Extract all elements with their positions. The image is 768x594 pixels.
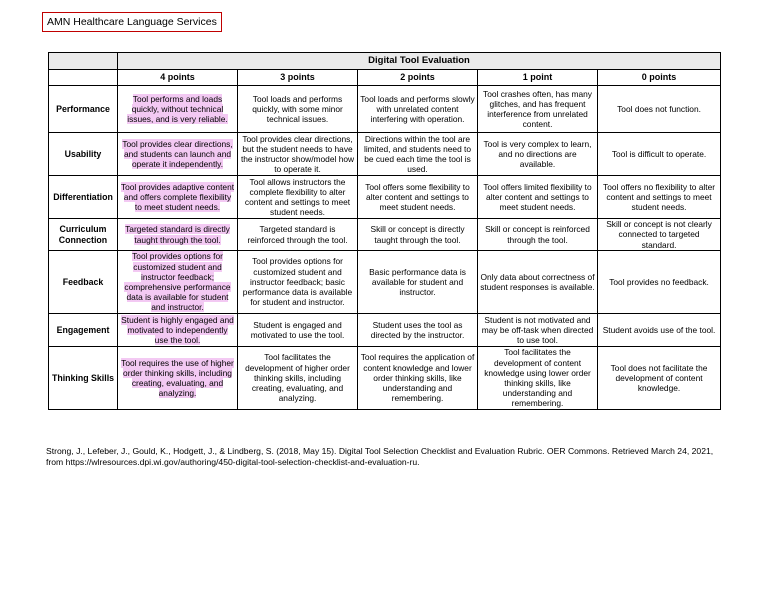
rubric-cell: Only data about correctness of student responses is available. xyxy=(478,251,598,314)
rubric-cell: Directions within the tool are limited, and students need to be cued each time the tool is used. xyxy=(358,133,478,176)
column-header: 1 point xyxy=(478,70,598,86)
highlighted-text: Tool provides options for customized student and instructor feedback; comprehensive performance data is available for student and instructor. xyxy=(124,251,231,313)
rubric-cell xyxy=(118,133,238,176)
rubric-cell xyxy=(118,176,238,219)
rubric-cell: Tool provides clear directions, but the student needs to have the instructor show/model how to operate it. xyxy=(238,133,358,176)
row-label: Engagement xyxy=(49,314,118,347)
rubric-cell: Tool provides no feedback. xyxy=(598,251,721,314)
rubric-cell: Skill or concept is reinforced through the tool. xyxy=(478,219,598,251)
table-row xyxy=(49,251,721,314)
rubric-cell: Basic performance data is available for student and instructor. xyxy=(358,251,478,314)
table-title: Digital Tool Evaluation xyxy=(118,53,721,70)
row-label: Differentiation xyxy=(49,176,118,219)
column-header: 2 points xyxy=(358,70,478,86)
rubric-cell xyxy=(118,251,238,314)
rubric-cell: Tool offers limited flexibility to alter content and settings to meet student needs. xyxy=(478,176,598,219)
corner-cell xyxy=(49,70,118,86)
rubric-cell: Tool facilitates the development of higher order thinking skills, including creating, evaluating, and analyzing. xyxy=(238,347,358,410)
rubric-cell: Tool loads and performs slowly with unrelated content interfering with operation. xyxy=(358,86,478,133)
rubric-cell: Tool facilitates the development of content knowledge using lower order thinking skills, like understanding and remembering. xyxy=(478,347,598,410)
rubric-cell: Tool offers some flexibility to alter content and settings to meet student needs. xyxy=(358,176,478,219)
rubric-cell xyxy=(118,86,238,133)
rubric-cell: Tool does not function. xyxy=(598,86,721,133)
rubric-cell: Tool is very complex to learn, and no directions are available. xyxy=(478,133,598,176)
header-label: AMN Healthcare Language Services xyxy=(42,12,222,32)
rubric-cell: Tool loads and performs quickly, with some minor technical issues. xyxy=(238,86,358,133)
highlighted-text: Tool performs and loads quickly, without technical issues, and is very reliable. xyxy=(127,93,228,125)
highlighted-text: Student is highly engaged and motivated to independently use the tool. xyxy=(121,314,234,346)
rubric-cell: Tool requires the application of content knowledge and lower order thinking skills, like understanding and remembering. xyxy=(358,347,478,410)
rubric-cell: Targeted standard is reinforced through the tool. xyxy=(238,219,358,251)
table-row xyxy=(49,347,721,410)
row-label: Performance xyxy=(49,86,118,133)
rubric-cell: Skill or concept is directly taught through the tool. xyxy=(358,219,478,251)
title-blank-cell xyxy=(49,53,118,70)
rubric-cell: Skill or concept is not clearly connected to targeted standard. xyxy=(598,219,721,251)
column-header: 4 points xyxy=(118,70,238,86)
table-row xyxy=(49,314,721,347)
row-label: Feedback xyxy=(49,251,118,314)
rubric-cell: Tool allows instructors the complete flexibility to alter content and settings to meet student needs. xyxy=(238,176,358,219)
table-row xyxy=(49,86,721,133)
highlighted-text: Tool provides clear directions, and students can launch and operate it independently. xyxy=(122,138,233,170)
row-label: Usability xyxy=(49,133,118,176)
citation: Strong, J., Lefeber, J., Gould, K., Hodgett, J., & Lindberg, S. (2018, May 15). Digital Tool Selection Checklist and Evaluation Rubric. OER Commons. Retrieved March 24, 2021, from https://wlresources.dpi.wi.gov/authoring/450-digital-tool-selection-checklist-and-evaluation-ru. xyxy=(46,446,714,467)
highlighted-text: Tool requires the use of higher order thinking skills, including creating, evaluating, and analyzing. xyxy=(121,357,234,399)
column-header: 0 points xyxy=(598,70,721,86)
rubric-cell xyxy=(118,219,238,251)
rubric-cell: Student is engaged and motivated to use the tool. xyxy=(238,314,358,347)
rubric-cell: Tool is difficult to operate. xyxy=(598,133,721,176)
rubric-cell: Student is not motivated and may be off-task when directed to use tool. xyxy=(478,314,598,347)
table-row xyxy=(49,219,721,251)
row-label: Curriculum Connection xyxy=(49,219,118,251)
rubric-cell: Tool offers no flexibility to alter content and settings to meet student needs. xyxy=(598,176,721,219)
highlighted-text: Targeted standard is directly taught through the tool. xyxy=(125,224,230,245)
table-row xyxy=(49,133,721,176)
rubric-cell xyxy=(118,347,238,410)
table-row xyxy=(49,176,721,219)
rubric-cell xyxy=(118,314,238,347)
rubric-table xyxy=(48,52,721,410)
rubric-cell: Tool does not facilitate the development of content knowledge. xyxy=(598,347,721,410)
row-label: Thinking Skills xyxy=(49,347,118,410)
rubric-cell: Student avoids use of the tool. xyxy=(598,314,721,347)
rubric-cell: Student uses the tool as directed by the instructor. xyxy=(358,314,478,347)
column-header: 3 points xyxy=(238,70,358,86)
rubric-cell: Tool crashes often, has many glitches, and has frequent interference from unrelated content. xyxy=(478,86,598,133)
highlighted-text: Tool provides adaptive content and offers complete flexibility to meet student needs. xyxy=(120,181,235,213)
rubric-cell: Tool provides options for customized student and instructor feedback; basic performance data is available for student and instructor. xyxy=(238,251,358,314)
